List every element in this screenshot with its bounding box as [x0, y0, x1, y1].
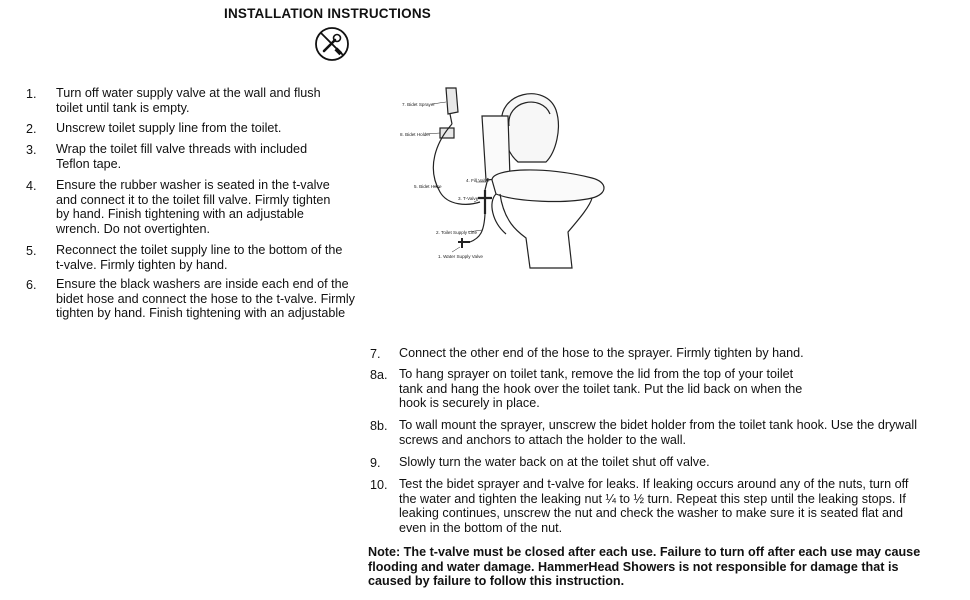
label-holder: 8. Bidet Holder: [400, 132, 431, 137]
step-text: Test the bidet sprayer and t-valve for leaks. If leaking occurs around any of the nuts, turn off the water and tighten the leaking nut ¼ to ½ turn. Repeat this step until the leaking stops. If leaking continues, unscrew the nut and check the washer to make sure it is seated flat and even in the bottom of the nut.: [399, 477, 909, 535]
label-fill-valve: 4. Fill Valve: [466, 178, 490, 183]
label-t-valve: 3. T-Valve: [458, 196, 479, 201]
step-number: 9.: [370, 456, 381, 470]
step-number: 3.: [26, 143, 37, 157]
step-number: 7.: [370, 347, 381, 361]
step-number: 2.: [26, 122, 37, 136]
step-number: 8b.: [370, 419, 388, 433]
step-text: To wall mount the sprayer, unscrew the bidet holder from the toilet tank hook. Use the drywall screws and anchors to attach the holder to the wall.: [399, 418, 918, 447]
step-text: Turn off water supply valve at the wall and flush toilet until tank is empty.: [56, 86, 321, 115]
step-number: 5.: [26, 244, 37, 258]
step-number: 6.: [26, 278, 37, 292]
label-supply-line: 2. Toilet Supply Line: [436, 230, 478, 235]
step-text: Unscrew toilet supply line from the toilet.: [56, 121, 282, 135]
step-text: Connect the other end of the hose to the sprayer. Firmly tighten by hand.: [399, 346, 804, 360]
no-tools-icon: [314, 26, 350, 62]
step-text: Reconnect the toilet supply line to the bottom of the t-valve. Firmly tighten by hand.: [56, 243, 343, 272]
step-text: Slowly turn the water back on at the toilet shut off valve.: [399, 455, 710, 469]
label-sprayer: 7. Bidet Sprayer: [402, 102, 435, 107]
step-text: Wrap the toilet fill valve threads with included Teflon tape.: [56, 142, 308, 171]
warning-note: Note: The t-valve must be closed after each use. Failure to turn off after each use may cause flooding and water damage. HammerHead Showers is not responsible for damage that is caused by failure to follow this instruction.: [368, 545, 921, 589]
step-number: 10.: [370, 478, 388, 492]
step-number: 8a.: [370, 368, 388, 382]
label-hose: 5. Bidet Hose: [414, 184, 442, 189]
step-number: 4.: [26, 179, 37, 193]
step-text: To hang sprayer on toilet tank, remove the lid from the top of your toilet tank and hang the hook over the toilet tank. Put the lid back on when the hook is securely in place.: [399, 367, 803, 411]
label-supply-valve: 1. Water Supply Valve: [438, 254, 483, 259]
page-title: INSTALLATION INSTRUCTIONS: [224, 6, 431, 21]
step-text: Ensure the rubber washer is seated in the t-valve and connect it to the toilet fill valve. Firmly tighten by hand. Finish tightening with an adjustable wrench. Do not overtighten.: [56, 178, 331, 236]
step-text: Ensure the black washers are inside each end of the bidet hose and connect the hose to the t-valve. Firmly tighten by hand. Finish tightening with an adjustable: [56, 277, 355, 321]
step-number: 1.: [26, 87, 37, 101]
toilet-installation-diagram: [396, 82, 610, 282]
